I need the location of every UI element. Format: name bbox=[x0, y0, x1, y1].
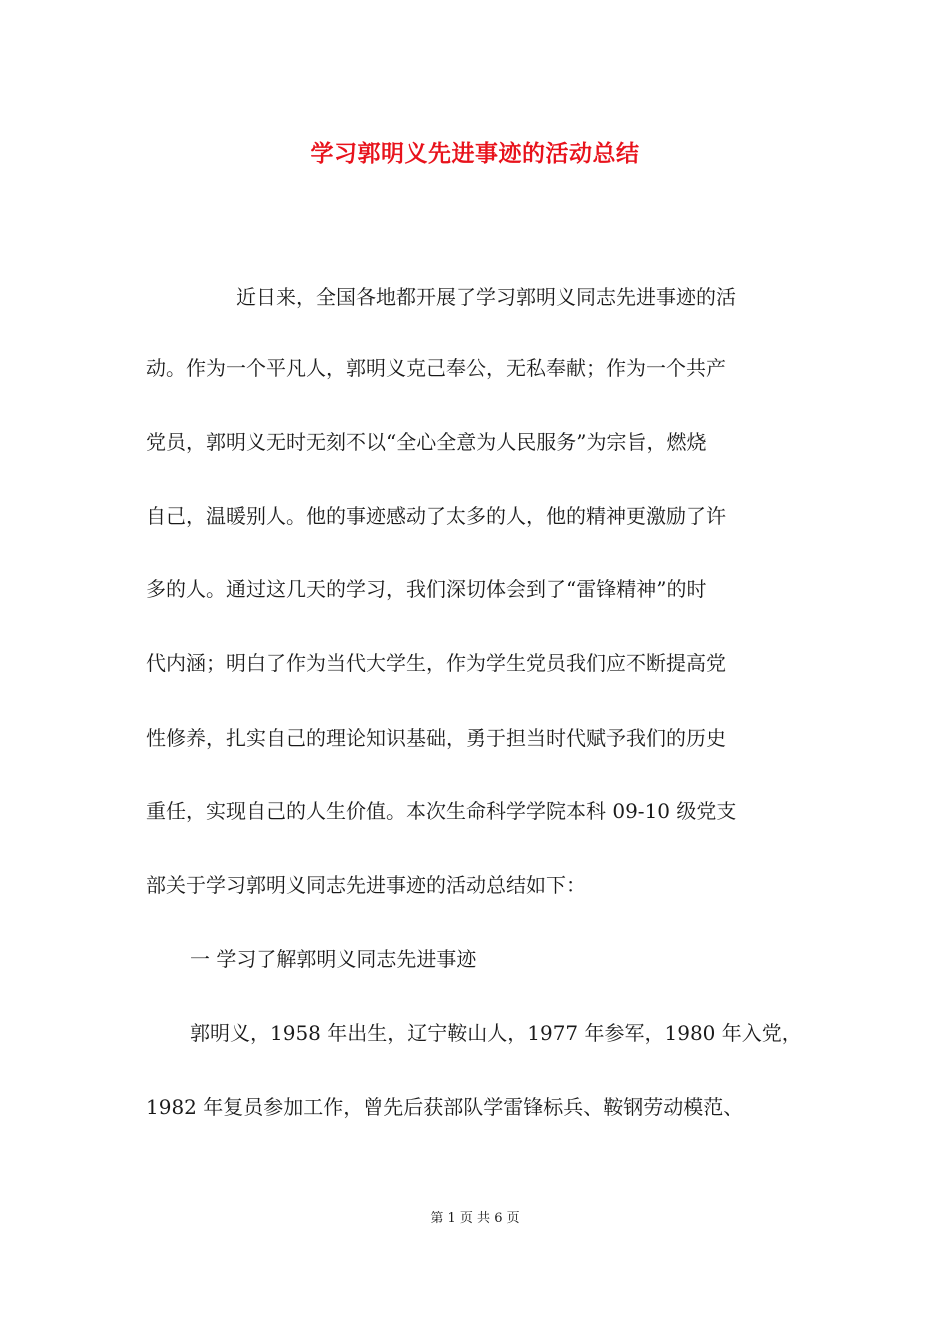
paragraph-line: 部关于学习郭明义同志先进事迹的活动总结如下： bbox=[146, 873, 586, 897]
section-heading: 一 学习了解郭明义同志先进事迹 bbox=[190, 947, 477, 971]
paragraph-line: 1982 年复员参加工作，曾先后获部队学雷锋标兵、鞍钢劳动模范、 bbox=[146, 1095, 744, 1119]
paragraph-line: 性修养，扎实自己的理论知识基础，勇于担当时代赋予我们的历史 bbox=[146, 726, 726, 750]
paragraph-line: 党员，郭明义无时无刻不以“全心全意为人民服务”为宗旨，燃烧 bbox=[146, 430, 707, 454]
page-number-footer: 第 1 页 共 6 页 bbox=[430, 1211, 520, 1226]
document-title: 学习郭明义先进事迹的活动总结 bbox=[310, 140, 640, 167]
paragraph-line: 重任，实现自己的人生价值。本次生命科学学院本科 09-10 级党支 bbox=[146, 799, 737, 823]
paragraph-line: 近日来，全国各地都开展了学习郭明义同志先进事迹的活 bbox=[236, 285, 736, 309]
paragraph-line: 自己，温暖别人。他的事迹感动了太多的人，他的精神更激励了许 bbox=[146, 504, 726, 528]
paragraph-line: 动。作为一个平凡人，郭明义克己奉公，无私奉献；作为一个共产 bbox=[146, 356, 726, 380]
paragraph-line: 郭明义，1958 年出生，辽宁鞍山人，1977 年参军，1980 年入党， bbox=[190, 1021, 802, 1045]
paragraph-line: 代内涵；明白了作为当代大学生，作为学生党员我们应不断提高党 bbox=[146, 651, 726, 675]
paragraph-line: 多的人。通过这几天的学习，我们深切体会到了“雷锋精神”的时 bbox=[146, 577, 707, 601]
